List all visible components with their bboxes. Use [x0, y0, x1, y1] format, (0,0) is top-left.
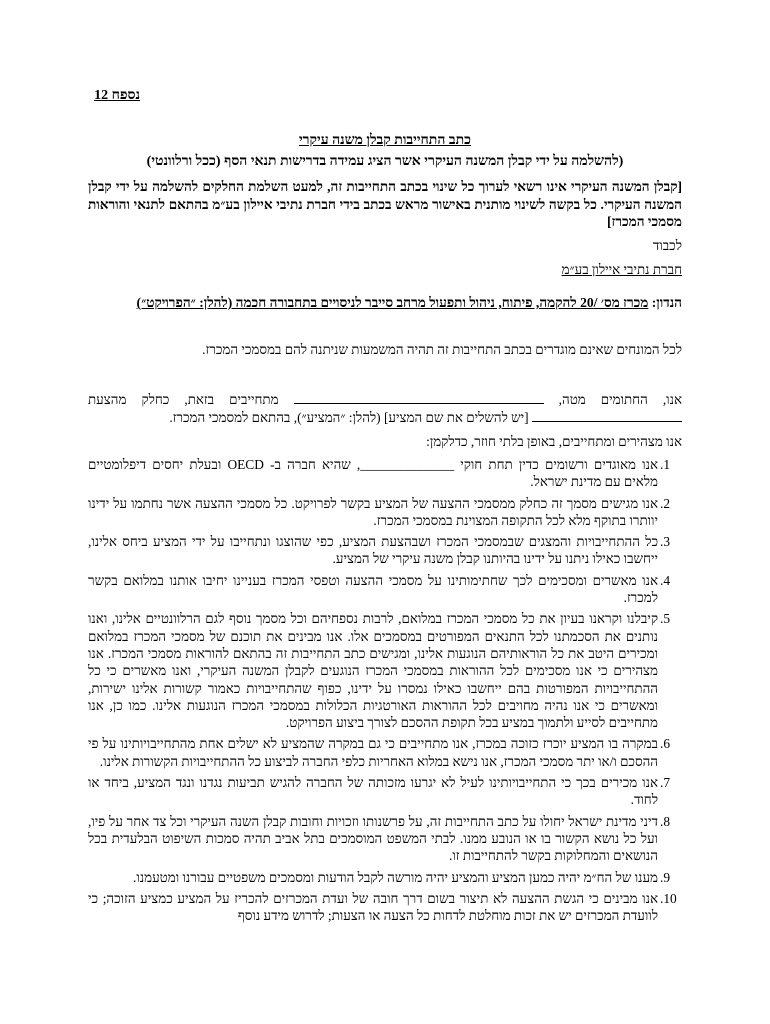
item-number: 1. [660, 457, 671, 472]
commitments-list [88, 456, 682, 928]
declaration-paragraph [88, 391, 682, 427]
subject-prefix: הנדון: [648, 295, 682, 310]
signatory-name-blank[interactable] [294, 392, 544, 404]
item-text: במקרה בו המציע יוכרז כזוכה במכרז, אנו מתחייבים כי גם במקרה שהמציע לא ישלים אחת מהתחייבויותינו על פי ההסכם ו/או יתר מסמכי המכרז, אנו נישא במלוא האחריות כלפי החברה לביצוע כל ההתחייבויות הקשורות אלינו. [88, 736, 658, 769]
list-item [88, 869, 682, 886]
bracket-note: [קבלן המשנה העיקרי אינו רשאי לערוך כל שינוי בכתב התחייבות זה, למעט השלמת החלקים להשלמה על ידי קבלן המשנה העיקרי. כל בקשה לשינוי מותנית באישור מראש בכתב בידי חברת נתיבי איילון בע״מ בהתאם לתנאי והוראות מסמכי המכרז] [88, 179, 682, 229]
item-text: כל ההתחייבויות והמצגים שבמסמכי המכרז ושבהצעת המציע, כפי שהוצגו ונתחייבו על ידי המציע ביחס אלינו, ייחשבו כאילו ניתנו על ידינו בהיותנו קבלן משנה עיקרי של המציע. [88, 534, 658, 567]
item-text: דיני מדינת ישראל יחולו על כתב התחייבות זה, על פרשנותו וזכויות וחובות קבלן השנה העיקרי וכל צד אחר על פיו, ועל כל נושא הקשור בו או הנובע ממנו. לבתי המשפט המוסמכים בתל אביב תהיה סמכות השיפוט הבלעדית בכל הנושאים והמחלוקות בקשר להתחייבות זו. [88, 813, 658, 864]
item-number: 8. [660, 813, 671, 829]
item-number: 10. [660, 890, 677, 906]
item-number: 6. [660, 736, 671, 752]
declaration-part-b: מתחייבים בזאת, כחלק מהצעת [88, 392, 279, 407]
document-title: כתב התחייבות קבלן משנה עיקרי [298, 133, 472, 148]
item-number: 3. [660, 534, 671, 550]
list-item [88, 813, 682, 865]
list-item [88, 572, 682, 607]
list-item [88, 735, 682, 770]
item-number: 4. [660, 572, 671, 588]
item-text: קיבלנו וקראנו בעיון את כל מסמכי המכרז במלואם, לרבות נספחיהם וכל מסמך נוסף לגם הרלוונטיים אלינו, ואנו נותנים את הסכמתנו לכל התנאים המפורטים במסמכים אלו. אנו מבינים את תוכנם של מסמכי המכרז במלואם ומכירים היטב את כל הוראותיהם הנוגעות אלינו, ומגישים כתב התחייבות זה בהתאם להוראות מסמכי המכרז. אנו מצהירים כי אנו מסכימים לכל ההוראות במסמכי המכרז הנוגעים לקבלן המשנה העיקרי, ואנו מאשרים כי כל ההתחייבויות המפורטות בהם ייחשבו כאילו נמסרו על ידינו, כפוף שהתחייבויות כאמור קשורות אלינו ישירות, ומאשרים כי אנו נהיה מחויבים לכל ההוראות האורטגיות הכלולות במסמכי המכרז הנוגעות אלינו. כמו כן, אנו מתחייבים לסייע ולתמוך במציע בכל תקופת ההסכם לצורך ביצוע הפרויקט. [88, 611, 658, 731]
list-item [88, 456, 682, 491]
item-text: מענו של הח״מ יהיה כמען המציע והמציע יהיה מורשה לקבל הודעות ומסמכים משפטיים עבורנו ומטעמנו. [133, 869, 658, 885]
addressee-company: חברת נתיבי איילון בע״מ [561, 262, 682, 277]
item-number: 5. [660, 611, 671, 627]
intro-line: אנו מצהירים ומתחייבים, באופן בלתי חוזר, כדלקמן: [426, 434, 682, 449]
list-item [88, 774, 682, 809]
subject-line [88, 294, 682, 312]
list-item [88, 533, 682, 568]
definitions-paragraph: לכל המונחים שאינם מוגדרים בכתב התחייבות זה תהיה המשמעות שניתנה להם במסמכי המכרז. [202, 342, 682, 357]
declaration-part-a: אנו, החתומים מטה, [558, 392, 682, 407]
item-text: אנו מכירים בכך כי התחייבויותינו לעיל לא יגרעו מזכותה של החברה להגיש תביעות נגדנו ונגד המציע, ביחד או לחוד. [88, 775, 658, 808]
list-item [88, 890, 682, 925]
annex-number: נספח 12 [94, 88, 140, 103]
item-text: אנו מאוגדים ורשומים כדין תחת חוקי ______________, שהיא חברה ב- OECD ובעלת יחסים דיפלומטיים מלאים עם מדינת ישראל. [88, 457, 658, 490]
bidder-name-blank[interactable] [532, 410, 682, 422]
item-number: 7. [660, 775, 671, 791]
item-text: אנו מגישים מסמך זה כחלק ממסמכי ההצעה של המציע בקשר לפרויקט. כל מסמכי ההצעה אשר נחתמו על ידינו יוותרו בתוקף מלא לכל התקופה המצוינת במסמכי המכרז. [88, 495, 658, 528]
list-item [88, 610, 682, 731]
item-number: 9. [660, 869, 671, 885]
item-text: אנו מאשרים ומסכימים לכך שחתימותינו על מסמכי ההצעה וטפסי המכרז בעניינו יחיבו אותנו במלואם בקשר למכרז. [88, 572, 658, 606]
document-subtitle: (להשלמה על ידי קבלן המשנה העיקרי אשר הציג עמידה בדרישות תנאי הסף (ככל ורלוונטי) [146, 154, 624, 169]
list-item [88, 495, 682, 530]
item-number: 2. [660, 495, 671, 511]
item-text: אנו מבינים כי הגשת ההצעה לא תיצור בשום דרך חובה של ועדת המכרזים להכריז על המציע כמציע הזוכה; כי לוועדת המכרזים יש את זכות מוחלטת לדחות כל הצעה או הצעות; לדרוש מידע נוסף [88, 890, 658, 924]
subject-text: מכרז מס׳ /20 להקמה, פיתוח, ניהול ותפעול מרחב סייבר לניסויים בתחבורה חכמה (להלן: ״הפרויקט״) [136, 295, 649, 310]
addressee-label: לכבוד [652, 238, 682, 253]
declaration-part-c: [יש להשלים את שם המציע] (להלן: ״המציע״), בהתאם למסמכי המכרז. [169, 410, 529, 425]
